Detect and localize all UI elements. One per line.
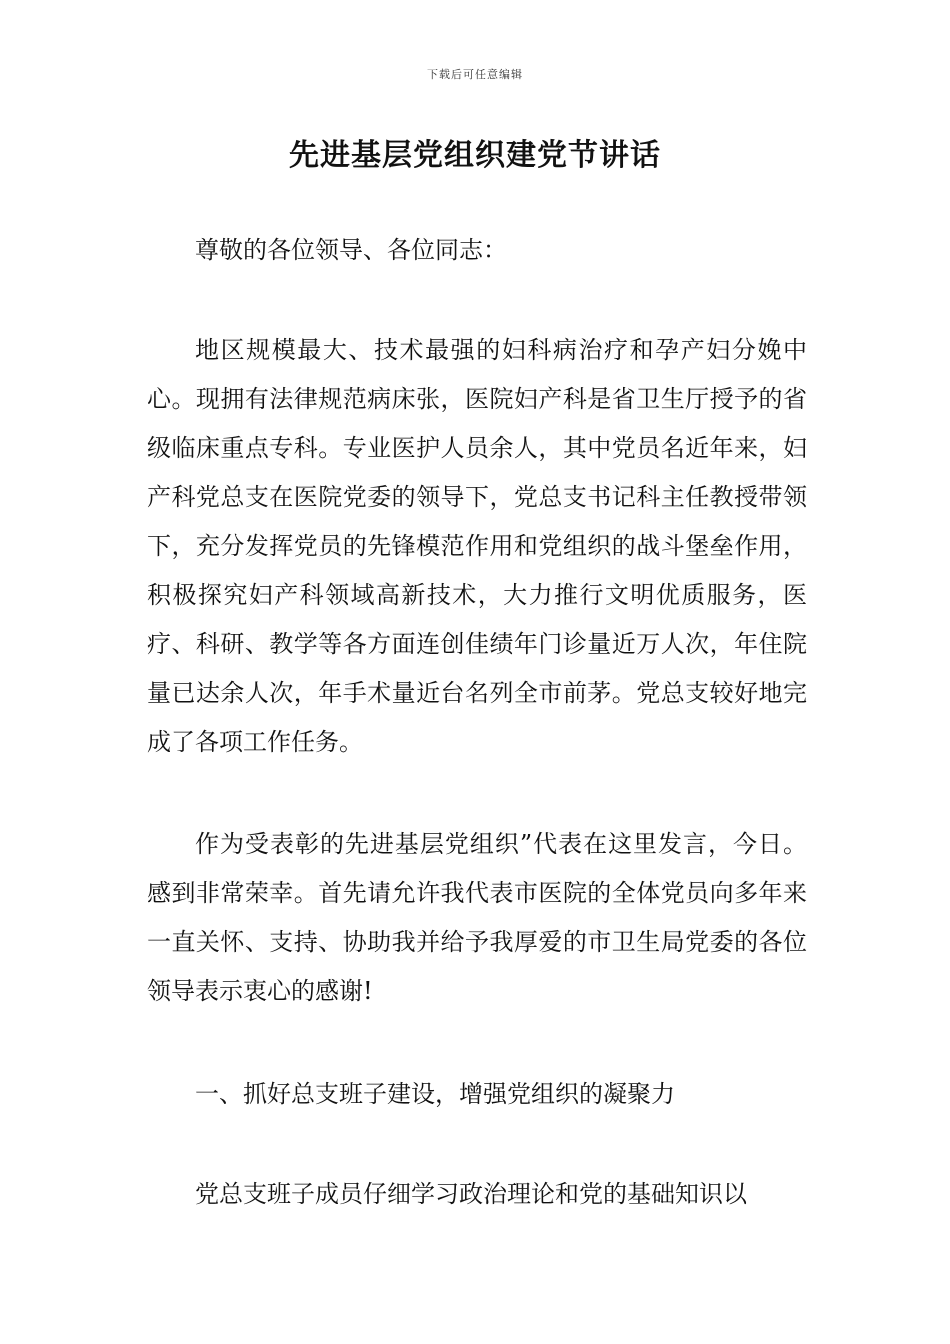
header-note: 下载后可任意编辑	[427, 68, 523, 81]
paragraph-text: 地区规模最大、技术最强的妇科病治疗和孕产妇分娩中心。现拥有法律规范病床张，医院妇产科是省卫生厅授予的省级临床重点专科。专业医护人员余人，其中党员名近年来，妇产科党总支在医院党委的领导下，党总支书记科主任教授带领下，充分发挥党员的先锋模范作用和党组织的战斗堡垒作用，积极探究妇产科领域高新技术，大力推行文明优质服务，医疗、科研、教学等各方面连创佳绩年门诊量近万人次，年住院量已达余人次，年手术量近台名列全市前茅。党总支较好地完成了各项工作任务。	[147, 336, 807, 756]
paragraph-block	[147, 820, 807, 1016]
greeting-block	[147, 226, 807, 275]
paragraph-block	[147, 1170, 807, 1219]
paragraph-block	[147, 326, 807, 767]
greeting-text: 尊敬的各位领导、各位同志：	[195, 236, 507, 264]
paragraph-text: 作为受表彰的先进基层党组织”代表在这里发言，今日。感到非常荣幸。首先请允许我代表市医院的全体党员向多年来一直关怀、支持、协助我并给予我厚爱的市卫生局党委的各位领导表示衷心的感谢!	[147, 830, 807, 1005]
section-heading-block	[147, 1070, 807, 1119]
paragraph-text: 党总支班子成员仔细学习政治理论和党的基础知识以	[195, 1180, 747, 1208]
document-title: 先进基层党组织建党节讲话	[289, 138, 661, 173]
section-heading: 一、抓好总支班子建设，增强党组织的凝聚力	[195, 1080, 675, 1108]
